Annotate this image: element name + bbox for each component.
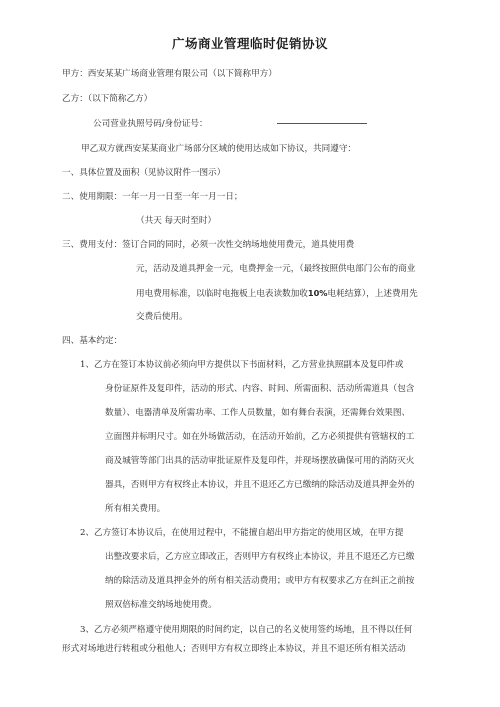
clause-4: 四、基本约定： (62, 336, 123, 346)
clause-1: 一、具体位置及面积（见协议附件一图示） (62, 168, 226, 178)
clause-2-duration: （共天 每天时至时） (136, 216, 217, 226)
item-1-line-2: 身份证原件及复印件，活动的形式、内容、时间、所需面积、活动所需道具（包含 (105, 384, 415, 394)
party-b-line: 乙方：（以下简称乙方） (62, 94, 153, 104)
item-2-line-3: 纳的除活动及道具押金外的所有相关活动费用；或甲方有权要求乙方在纠正之前按 (105, 576, 415, 586)
clause-3-percent: 10% (307, 288, 328, 298)
item-1-line-1: 1、乙方在签订本协议前必须向甲方提供以下书面材料，乙方营业执照副本及复印件或 (80, 360, 404, 370)
license-blank-line (277, 123, 367, 124)
item-1-line-4: 立面图并标明尺寸。如在外场做活动，在活动开始前，乙方必须提供有管辖权的工 (105, 432, 415, 442)
clause-3-line-3-a: 用电费用标准，以临时电拖板上电表读数加收 (136, 289, 308, 299)
clause-2: 二、使用期限：一年一月一日至一年一月一日； (62, 192, 243, 202)
item-1-line-5: 商及城管等部门出具的活动审批证原件及复印件，并现场摆放确保可用的消防灭火 (105, 456, 415, 466)
item-1-line-7: 所有相关费用。 (105, 504, 166, 514)
clause-3-line-3 (136, 287, 418, 300)
document-title: 广场商业管理临时促销协议 (171, 36, 328, 51)
item-2-line-1: 2、乙方签订本协议后，在使用过程中，不能擅自超出甲方指定的使用区域，在甲方提 (80, 528, 404, 538)
party-a-line: 甲方：西安某某广场商业管理有限公司（以下简称甲方） (62, 69, 277, 79)
clause-3-line-2: 元，活动及道具押金一元，电费押金一元，（最终按照供电部门公布的商业 (136, 264, 416, 274)
item-2-line-4: 照双倍标准交纳场地使用费。 (105, 600, 217, 610)
clause-3-line-1: 三、费用支付：签订合同的同时，必须一次性交纳场地使用费元，道具使用费 (62, 240, 355, 250)
item-1-line-6: 器具，否则甲方有权终止本协议，并且不退还乙方已缴纳的除活动及道具押金外的 (105, 480, 415, 490)
item-1-line-3: 数量）、电器清单及所需功率、工作人员数量，如有舞台表演，还需舞台效果图、 (105, 408, 411, 418)
clause-3-line-4: 交费后使用。 (136, 312, 188, 322)
item-2-line-2: 出整改要求后，乙方应立即改正，否则甲方有权终止本协议，并且不退还乙方已缴 (105, 552, 415, 562)
item-3-line-2: 形式对场地进行转租或分租他人；否则甲方有权立即终止本协议，并且不退还所有相关活动 (62, 644, 406, 654)
preamble: 甲乙双方就西安某某商业广场部分区域的使用达成如下协议，共同遵守： (81, 144, 357, 154)
clause-3-line-3-b: 电耗结算），上述费用先 (327, 289, 418, 299)
license-label: 公司营业执照号码/身份证号： (93, 119, 208, 129)
item-3-line-1: 3、乙方必须严格遵守使用期限的时间约定，以自己的名义使用签约场地，且不得以任何 (80, 625, 413, 635)
